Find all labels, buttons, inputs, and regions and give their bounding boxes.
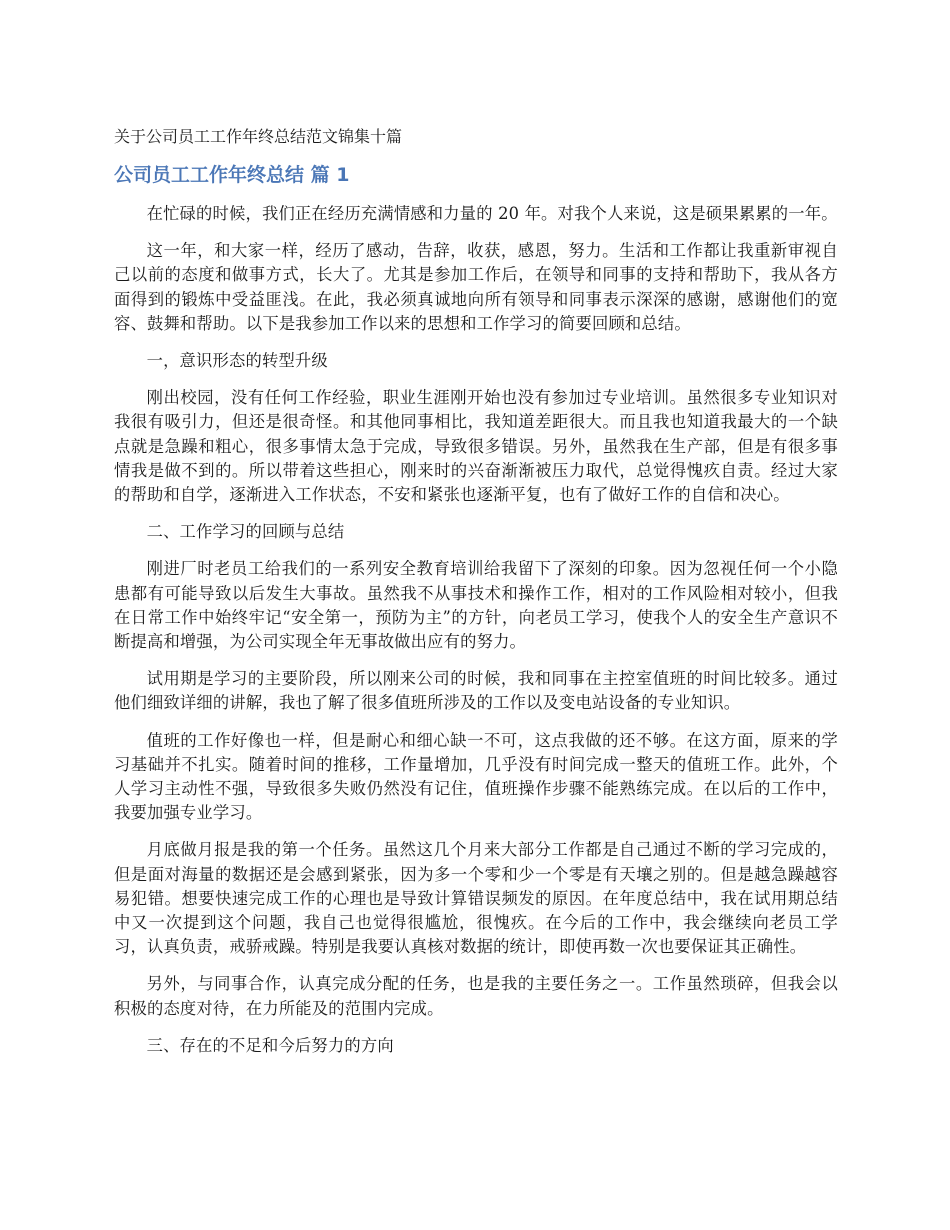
paragraph: 试用期是学习的主要阶段，所以刚来公司的时候，我和同事在主控室值班的时间比较多。通过他们细致详细的讲解，我也了解了很多值班所涉及的工作以及变电站设备的专业知识。 xyxy=(114,669,838,713)
document-page xyxy=(114,124,838,1071)
paragraph: 值班的工作好像也一样，但是耐心和细心缺一不可，这点我做的还不够。在这方面，原来的学习基础并不扎实。随着时间的推移，工作量增加，几乎没有时间完成一整天的值班工作。此外，个人学习主动性不强，导致很多失败仍然没有记住，值班操作步骤不能熟练完成。在以后的工作中，我要加强专业学习。 xyxy=(114,730,838,823)
subsection-title: 二、工作学习的回顾与总结 xyxy=(146,522,345,542)
paragraph: 刚进厂时老员工给我们的一系列安全教育培训给我留下了深刻的印象。因为忽视任何一个小隐患都有可能导致以后发生大事故。虽然我不从事技术和操作工作，相对的工作风险相对较小，但我在日常工作中始终牢记“安全第一，预防为主”的方针，向老员工学习，使我个人的安全生产意识不断提高和增强，为公司实现全年无事故做出应有的努力。 xyxy=(114,559,838,652)
paragraph: 这一年，和大家一样，经历了感动，告辞，收获，感恩，努力。生活和工作都让我重新审视自己以前的态度和做事方式，长大了。尤其是参加工作后，在领导和同事的支持和帮助下，我从各方面得到的锻炼中受益匪浅。在此，我必须真诚地向所有领导和同事表示深深的感谢，感谢他们的宽容、鼓舞和帮助。以下是我参加工作以来的思想和工作学习的简要回顾和总结。 xyxy=(114,241,838,333)
paragraph: 在忙碌的时候，我们正在经历充满情感和力量的 20 年。对我个人来说，这是硕果累累的一年。 xyxy=(146,204,838,223)
section-heading: 公司员工工作年终总结 篇 1 xyxy=(114,164,350,186)
subsection-title: 一，意识形态的转型升级 xyxy=(146,351,328,371)
paragraph: 另外，与同事合作，认真完成分配的任务，也是我的主要任务之一。工作虽然琐碎，但我会以积极的态度对待，在力所能及的范围内完成。 xyxy=(114,974,838,1018)
document-title: 关于公司员工工作年终总结范文锦集十篇 xyxy=(114,127,403,146)
paragraph: 刚出校园，没有任何工作经验，职业生涯刚开始也没有参加过专业培训。虽然很多专业知识对我很有吸引力，但还是很奇怪。和其他同事相比，我知道差距很大。而且我也知道我最大的一个缺点就是急躁和粗心，很多事情太急于完成，导致很多错误。另外，虽然我在生产部，但是有很多事情我是做不到的。所以带着这些担心，刚来时的兴奋渐渐被压力取代，总觉得愧疚自责。经过大家的帮助和自学，逐渐进入工作状态，不安和紧张也逐渐平复，也有了做好工作的自信和决心。 xyxy=(114,388,838,505)
subsection-title: 三、存在的不足和今后努力的方向 xyxy=(146,1035,394,1055)
paragraph: 月底做月报是我的第一个任务。虽然这几个月来大部分工作都是自己通过不断的学习完成的，但是面对海量的数据还是会感到紧张，因为多一个零和少一个零是有天壤之别的。但是越急躁越容易犯错。想要快速完成工作的心理也是导致计算错误频发的原因。在年度总结中，我在试用期总结中又一次提到这个问题，我自己也觉得很尴尬，很愧疚。在今后的工作中，我会继续向老员工学习，认真负责，戒骄戒躁。特别是我要认真核对数据的统计，即使再数一次也要保证其正确性。 xyxy=(114,840,838,957)
